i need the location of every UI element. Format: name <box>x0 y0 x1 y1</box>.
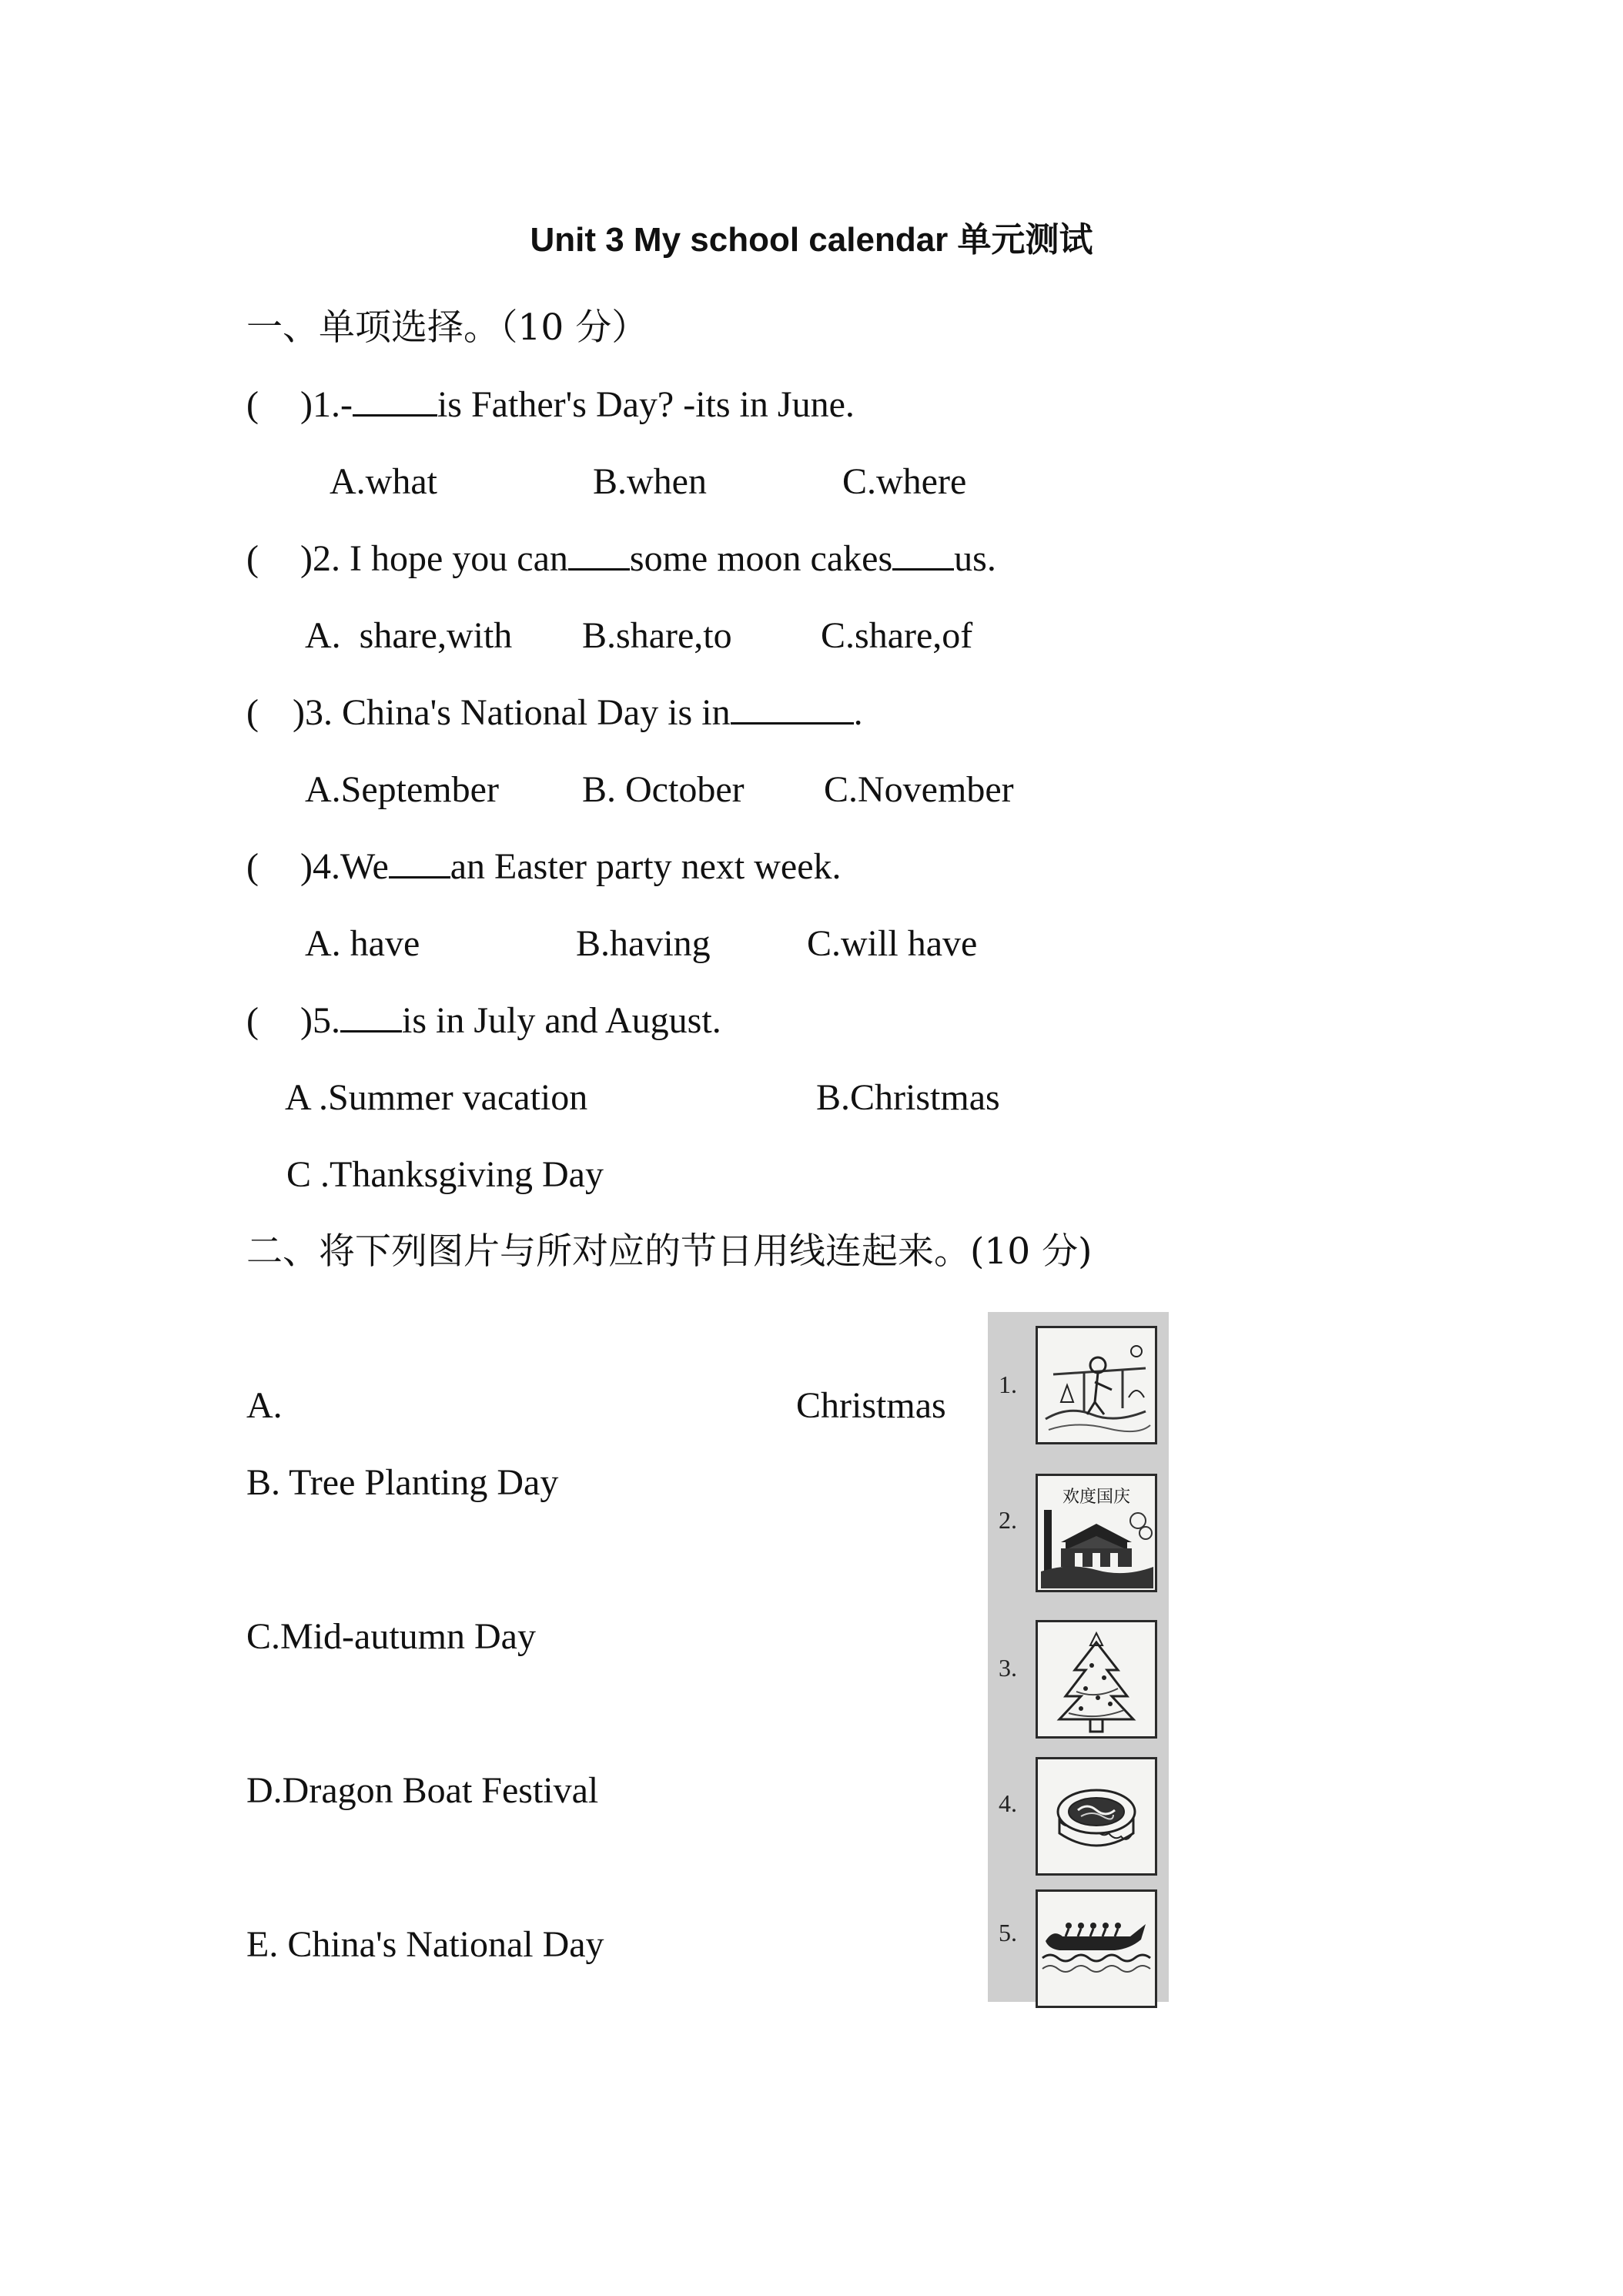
q4-option-b: B.having <box>576 923 711 964</box>
answer-blank <box>340 998 402 1033</box>
section2-heading: 二、将下列图片与所对应的节日用线连起来。(10 分) <box>246 1230 1093 1273</box>
picture-number: 3. <box>999 1654 1017 1682</box>
question-2: ( )2. I hope you can some moon cakes us. <box>246 536 996 582</box>
q5-option-b: B.Christmas <box>816 1077 1000 1118</box>
tree-planting-icon <box>1036 1326 1157 1444</box>
q4-option-c: C.will have <box>807 923 978 964</box>
match-item-e: E. China's National Day <box>246 1924 604 1965</box>
answer-blank <box>389 844 450 879</box>
picture-number: 5. <box>999 1919 1017 1946</box>
picture-number: 2. <box>999 1506 1017 1534</box>
picture-strip <box>988 1312 1169 2002</box>
answer-blank <box>892 536 954 571</box>
picture-number: 4. <box>999 1789 1017 1817</box>
answer-blank <box>353 382 437 417</box>
section1-heading: 一、单项选择。（10 分） <box>246 306 648 349</box>
answer-blank <box>731 690 854 725</box>
q5-option-c: C .Thanksgiving Day <box>286 1154 604 1195</box>
q5-option-a: A .Summer vacation <box>285 1077 588 1118</box>
match-item-b: B. Tree Planting Day <box>246 1462 559 1503</box>
q3-option-c: C.November <box>824 769 1014 810</box>
q2-option-c: C.share,of <box>821 615 973 656</box>
question-4: ( )4.We an Easter party next week. <box>246 844 842 890</box>
match-item-a-festival: Christmas <box>796 1385 946 1426</box>
question-1: ( )1.- is Father's Day? -its in June. <box>246 382 855 428</box>
picture-caption: 欢度国庆 <box>1062 1488 1130 1507</box>
match-item-d: D.Dragon Boat Festival <box>246 1770 599 1811</box>
question-3: ( )3. China's National Day is in . <box>246 690 863 736</box>
q1-option-a: A.what <box>330 461 437 502</box>
dragon-boat-icon <box>1036 1889 1157 2008</box>
q1-option-b: B.when <box>593 461 707 502</box>
christmas-tree-icon <box>1036 1620 1157 1739</box>
question-5: ( )5. is in July and August. <box>246 998 721 1044</box>
q1-option-c: C.where <box>842 461 967 502</box>
q3-option-a: A.September <box>305 769 499 810</box>
match-item-c: C.Mid-autumn Day <box>246 1616 536 1657</box>
q2-option-b: B.share,to <box>582 615 732 656</box>
q2-option-a: A. share,with <box>305 615 513 656</box>
answer-blank <box>568 536 630 571</box>
page-title: Unit 3 My school calendar 单元测试 <box>530 221 1093 259</box>
mooncake-icon <box>1036 1757 1157 1876</box>
picture-number: 1. <box>999 1371 1017 1398</box>
q4-option-a: A. have <box>305 923 420 964</box>
q3-option-b: B. October <box>582 769 745 810</box>
match-item-a: A. <box>246 1385 283 1426</box>
national-day-gate-icon <box>1036 1474 1157 1592</box>
